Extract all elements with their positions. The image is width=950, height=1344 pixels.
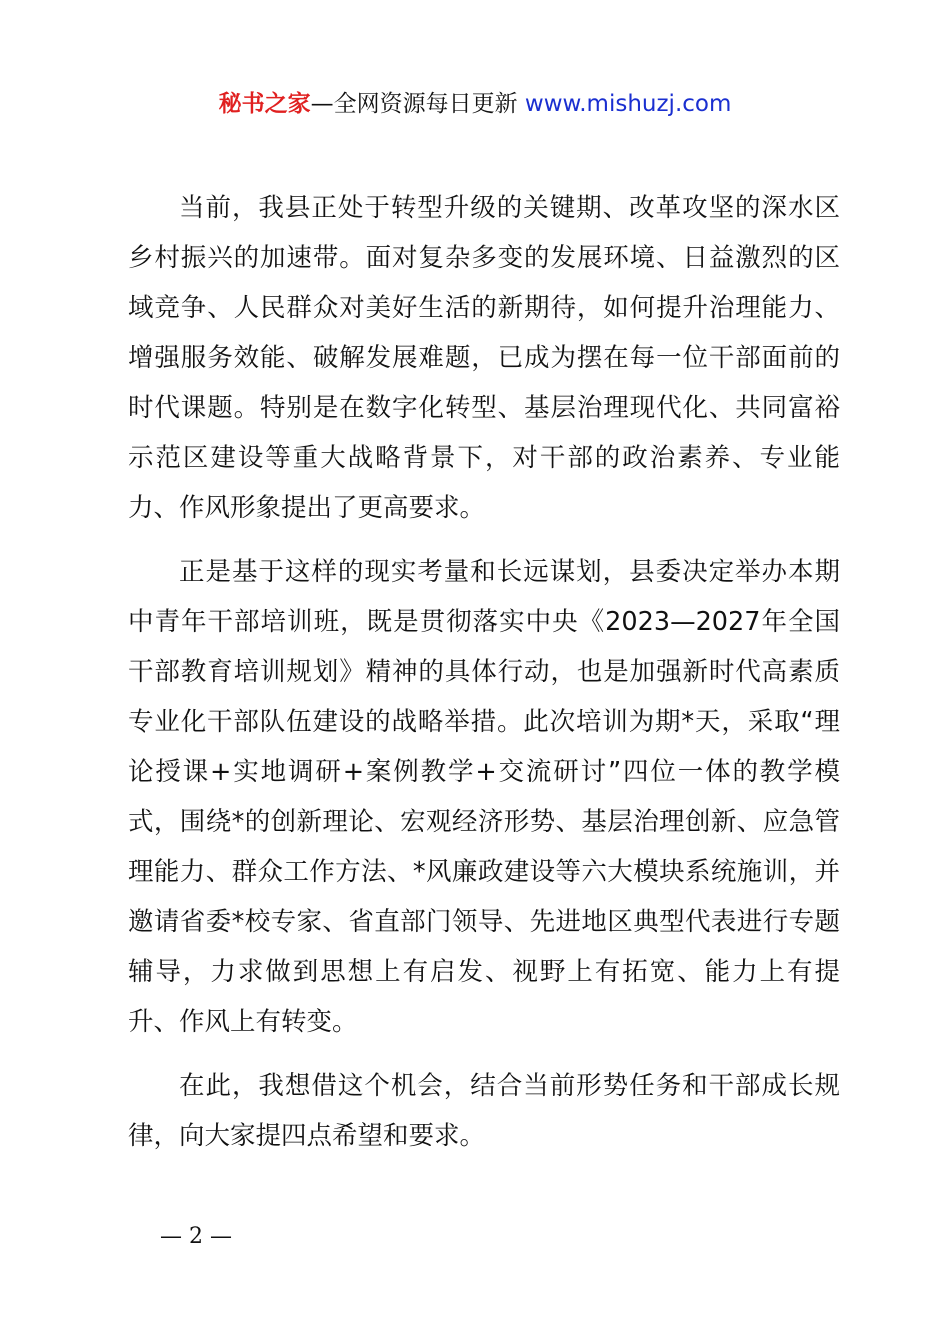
site-header	[0, 84, 950, 124]
paragraph-3: 在此，我想借这个机会，结合当前形势任务和干部成长规律，向大家提四点希望和要求。	[128, 1071, 840, 1151]
paragraph-2: 正是基于这样的现实考量和长远谋划，县委决定举办本期中青年干部培训班，既是贯彻落实中央《2023—2027年全国干部教育培训规划》精神的具体行动，也是加强新时代高素质专业化干部队伍建设的战略举措。此次培训为期*天，采取“理论授课+实地调研+案例教学+交流研讨”四位一体的教学模式，围绕*的创新理论、宏观经济形势、基层治理创新、应急管理能力、群众工作方法、*风廉政建设等六大模块系统施训，并邀请省委*校专家、省直部门领导、先进地区典型代表进行专题辅导，力求做到思想上有启发、视野上有拓宽、能力上有提升、作风上有转变。	[128, 557, 840, 1037]
paragraph-1: 当前，我县正处于转型升级的关键期、改革攻坚的深水区乡村振兴的加速带。面对复杂多变的发展环境、日益激烈的区域竞争、人民群众对美好生活的新期待，如何提升治理能力、增强服务效能、破解发展难题，已成为摆在每一位干部面前的时代课题。特别是在数字化转型、基层治理现代化、共同富裕示范区建设等重大战略背景下，对干部的政治素养、专业能力、作风形象提出了更高要求。	[128, 193, 840, 523]
document-body	[128, 183, 840, 1175]
page-number: — 2 —	[160, 1224, 232, 1249]
brand-name: 秘书之家	[218, 91, 311, 117]
header-tagline: —全网资源每日更新	[310, 91, 518, 117]
site-url-link[interactable]: www.mishuzj.com	[524, 91, 732, 117]
